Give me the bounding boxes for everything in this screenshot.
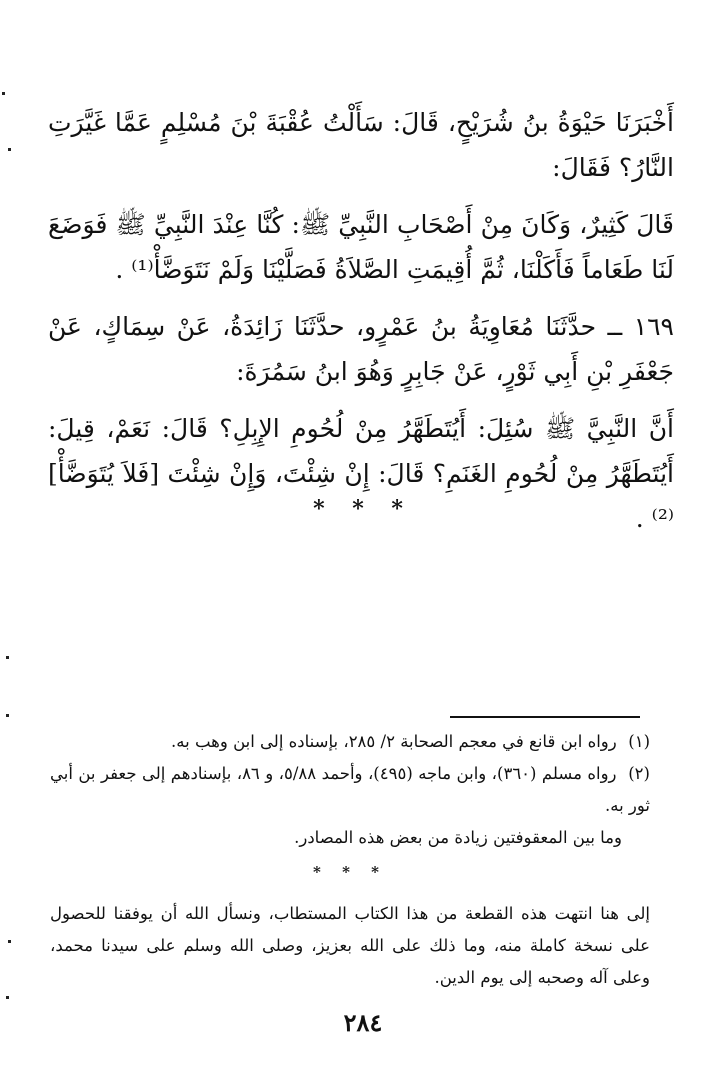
scan-mark	[2, 92, 5, 95]
footnote-2	[50, 758, 650, 822]
footnote-divider	[450, 716, 640, 718]
paragraph-4: أَنَّ النَّبِيَّ ﷺ سُئِلَ: أَيُتَطَهَّرُ مِنْ لُحُومِ الإِبِلِ؟ قَالَ: نَعَمْ، قِيلَ: أَيُتَطَهَّرُ مِنْ لُحُومِ الغَنَمِ؟ قَالَ: إِنْ شِئْتَ، وَإِنْ شِئْتَ [فَلاَ يُتَوَضَّأْ]⁽²⁾ .	[48, 414, 674, 533]
footnote-2-extra: وما بين المعقوفتين زيادة من بعض هذه المصادر.	[294, 828, 622, 847]
scan-mark	[6, 656, 9, 659]
footnotes	[50, 726, 650, 994]
scan-mark	[8, 148, 11, 151]
footnote-number: (١)	[628, 732, 650, 751]
closing-paragraph: إلى هنا انتهت هذه القطعة من هذا الكتاب المستطاب، ونسأل الله أن يوفقنا للحصول على نسخة كاملة منه، وما ذلك على الله بعزيز، وصلى الله وسلم على سيدنا محمد، وعلى آله وصحبه إلى يوم الدين.	[50, 904, 650, 987]
paragraph-1: أَخْبَرَنَا حَيْوَةُ بنُ شُرَيْحٍ، قَالَ: سَأَلْتُ عُقْبَةَ بْنَ مُسْلِمٍ عَمَّا غَيَّرَتِ النَّارُ؟ فَقَالَ:	[48, 108, 674, 182]
scan-mark	[6, 996, 9, 999]
footnote-text: رواه مسلم (٣٦٠)، وابن ماجه (٤٩٥)، وأحمد ٥/٨٨، و ٨٦، بإسنادهم إلى جعفر بن أبي ثور به.	[50, 764, 650, 815]
footnote-separator: * * *	[313, 863, 387, 881]
page-number: ٢٨٤	[343, 1008, 383, 1037]
paragraph-2: قَالَ كَثِيرٌ، وَكَانَ مِنْ أَصْحَابِ النَّبِيِّ ﷺ: كُنَّا عِنْدَ النَّبِيِّ ﷺ فَوَضَعَ لَنَا طَعَاماً فَأَكَلْنَا، ثُمَّ أُقِيمَتِ الصَّلاَةُ فَصَلَّيْنَا وَلَمْ نَتَوَضَّأْ⁽¹⁾ .	[48, 210, 674, 284]
paragraph-hadith-169: ١٦٩ ــ حدَّثَنَا مُعَاوِيَةُ بنُ عَمْرٍو، حدَّثَنَا زَائِدَةُ، عَنْ سِمَاكٍ، عَنْ جَعْفَرِ بْنِ أَبِي ثَوْرٍ، عَنْ جَابِرٍ وَهُوَ ابنُ سَمُرَةَ:	[48, 312, 674, 386]
scan-mark	[8, 940, 11, 943]
footnote-number: (٢)	[628, 764, 650, 783]
main-text	[48, 100, 674, 553]
footnote-text: رواه ابن قانع في معجم الصحابة ٢/ ٢٨٥، بإسناده إلى ابن وهب به.	[171, 732, 617, 751]
section-separator: * * *	[313, 496, 413, 522]
scan-mark	[6, 714, 9, 717]
footnote-1	[50, 726, 650, 758]
